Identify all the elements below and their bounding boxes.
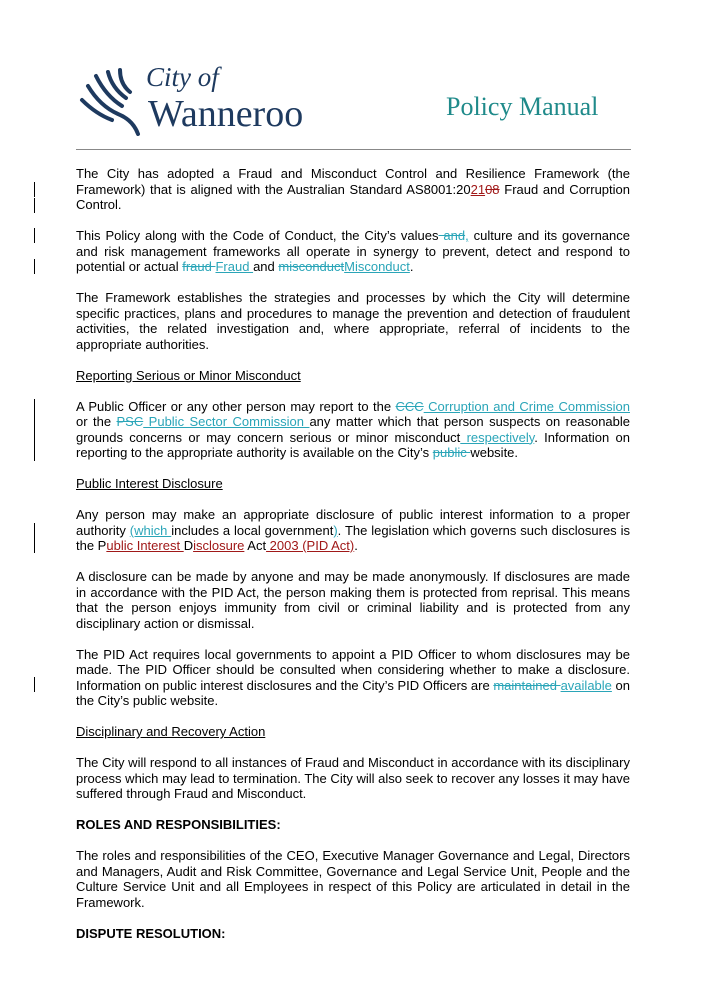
city-logo — [78, 62, 328, 137]
deletion: CCC — [395, 398, 424, 414]
insertion: (which — [129, 522, 172, 538]
text: includes a local government — [171, 522, 334, 538]
insertion: 2003 (PID Act) — [266, 538, 355, 553]
heading-disciplinary-recovery: Disciplinary and Recovery Action — [76, 724, 266, 739]
deletion: misconduct — [278, 259, 345, 274]
deletion: PSC — [116, 414, 144, 429]
insertion: , — [465, 228, 469, 243]
text: The City has adopted a Fraud and Misconduct Control and Resilience Framework (the Framework) that is aligned with the Australian Standard AS8001:20 — [76, 166, 630, 197]
text: This Policy along with the Code of Conduct, the City’s values — [76, 228, 439, 243]
policy-body — [76, 166, 630, 957]
text: . — [409, 259, 414, 274]
change-bar — [34, 198, 35, 213]
text: website. — [470, 445, 519, 460]
paragraph-reporting — [76, 399, 630, 461]
text: A Public Officer or any other person may report to the — [76, 398, 396, 414]
change-bar — [34, 399, 35, 461]
heading-dispute-resolution: DISPUTE RESOLUTION: — [76, 925, 226, 941]
insertion: respectively — [460, 429, 535, 445]
deletion: 08 — [485, 181, 500, 197]
heading-reporting-misconduct: Reporting Serious or Minor Misconduct — [76, 367, 301, 383]
change-bar — [34, 523, 35, 553]
logo-wanneroo: Wanneroo — [148, 93, 304, 135]
insertion: ublic Interest — [106, 538, 184, 553]
insertion: isclosure — [193, 538, 245, 553]
deletion: and — [438, 228, 466, 243]
wanneroo-emblem-icon — [78, 66, 142, 136]
text: . Information on reporting to the appropriate authority is available on the City’s — [76, 429, 630, 460]
insertion: available — [560, 677, 612, 693]
paragraph-policy-synergy — [76, 228, 630, 275]
heading-public-interest-disclosure: Public Interest Disclosure — [76, 476, 223, 491]
paragraph-roles: The roles and responsibilities of the CEO, Executive Manager Governance and Legal, Directors and Managers, Audit and Risk Committee, Governance and Legal Service Unit, People and the Culture Service Unit and all Employees in respect of this Policy are articulated in detail in the Framework. — [76, 848, 630, 910]
paragraph-framework-strategies: The Framework establishes the strategies and processes by which the City will determine specific practices, plans and procedures to manage the prevention and detection of fraudulent activities, the related investigation and, where appropriate, referral of incidents to the appropriate authorities. — [76, 290, 630, 352]
logo-city-of: City of — [146, 62, 219, 92]
text: and — [253, 259, 279, 274]
text: culture and its governance and risk management frameworks all operate in synergy to prevent, detect and respond to potential or actual — [76, 228, 630, 274]
change-bar — [34, 259, 35, 274]
deletion: maintained — [493, 677, 561, 693]
paragraph-pid-officer — [76, 647, 630, 709]
paragraph-disclosure-authority — [76, 507, 630, 554]
text: D — [183, 538, 194, 553]
text: or the — [76, 414, 117, 429]
change-bar — [34, 677, 35, 692]
page-title: Policy Manual — [446, 92, 599, 121]
text: on the City’s public website. — [76, 677, 630, 708]
paragraph-anonymous-disclosure: A disclosure can be made by anyone and may be made anonymously. If disclosures are made in accordance with the PID Act, the person making them is protected from reprisal. This means that the person enjoys immunity from civil or criminal liability and is protected from any disciplinary action or dismissal. — [76, 569, 630, 631]
text: Any person may make an appropriate disclosure of public interest information to a proper authority — [76, 507, 630, 538]
text: Act — [244, 538, 267, 553]
text: . The legislation which governs such disclosures is the P — [76, 522, 630, 553]
paragraph-framework — [76, 166, 630, 213]
change-bar — [34, 182, 35, 197]
paragraph-disciplinary: The City will respond to all instances of Fraud and Misconduct in accordance with its disciplinary process which may lead to termination. The City will also seek to recover any losses it may have suffered through Fraud and Misconduct. — [76, 755, 630, 801]
insertion: Corruption and Crime Commission — [423, 398, 630, 414]
heading-roles-responsibilities: ROLES AND RESPONSIBILITIES: — [76, 817, 281, 832]
header-divider — [76, 149, 631, 150]
insertion: Misconduct — [344, 259, 410, 274]
text: . — [354, 538, 358, 553]
text: any matter which that person suspects on reasonable grounds concerns or may concern serious or minor misconduct — [76, 414, 631, 445]
deletion: fraud — [182, 259, 216, 274]
insertion: 21 — [470, 181, 486, 197]
insertion: ) — [333, 522, 338, 538]
text: The PID Act requires local governments to appoint a PID Officer to whom disclosures may be made. The PID Officer should be consulted when considering whether to make a disclosure. Information on public interest disclosures and the City’s PID Officers are — [76, 646, 630, 693]
text: Fraud and Corruption Control. — [76, 181, 630, 212]
insertion: Public Sector Commission — [143, 414, 310, 429]
change-bar — [34, 228, 35, 243]
deletion: public — [432, 445, 471, 460]
insertion: Fraud — [215, 259, 254, 274]
